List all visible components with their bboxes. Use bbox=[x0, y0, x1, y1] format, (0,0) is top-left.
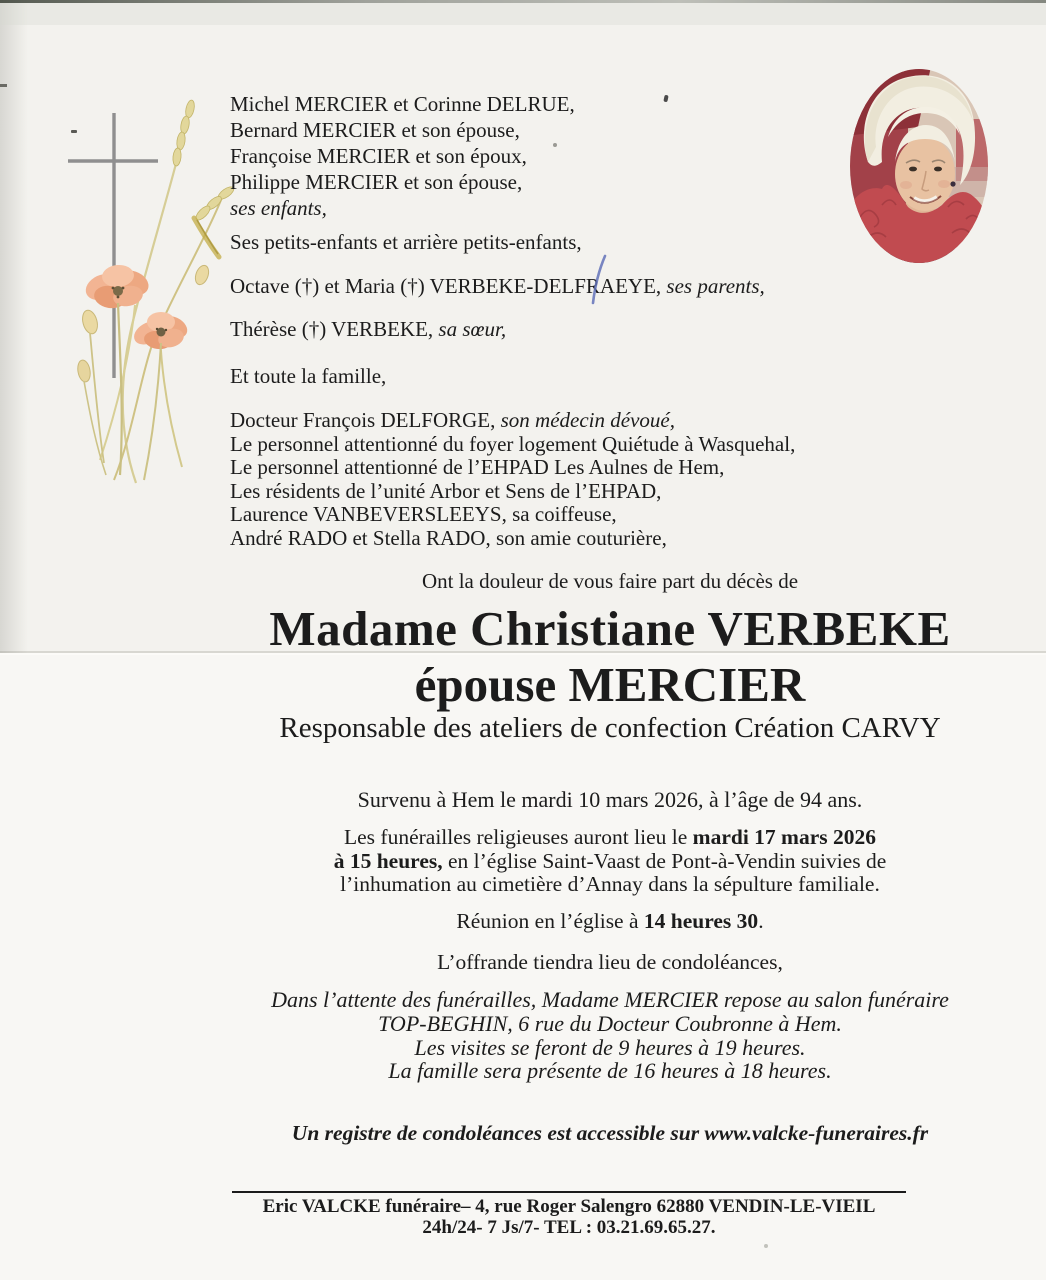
funeral-time: à 15 heures, bbox=[333, 848, 443, 873]
ack-line: Les résidents de l’unité Arbor et Sens de l’EHPAD, bbox=[230, 478, 662, 503]
acknowledgements-block bbox=[230, 409, 795, 551]
ack-line: André RADO et Stella RADO, son amie couturière, bbox=[230, 525, 667, 550]
ack-italic: son médecin dévoué, bbox=[500, 408, 675, 432]
funeral-home-phone: 24h/24- 7 Js/7- TEL : 03.21.69.65.27. bbox=[422, 1217, 716, 1238]
deceased-name-line1: Madame Christiane VERBEKE bbox=[269, 601, 951, 656]
cross-icon bbox=[40, 95, 240, 515]
whole-family-line: Et toute la famille, bbox=[230, 364, 387, 388]
funeral-text: en l’église Saint-Vaast de Pont-à-Vendin suivies de bbox=[442, 848, 887, 873]
reunion-text: . bbox=[758, 909, 764, 933]
ack-line: Laurence VANBEVERSLEEYS, sa coiffeuse, bbox=[230, 502, 617, 527]
repose-line: TOP-BEGHIN, 6 rue du Docteur Coubronne à Hem. bbox=[378, 1010, 842, 1036]
condolence-register-line: Un registre de condoléances est accessible sur www.valcke-funeraires.fr bbox=[291, 1121, 929, 1145]
parents-relation: ses parents, bbox=[666, 274, 765, 298]
blue-pen-stroke bbox=[585, 254, 611, 306]
ack-line: Le personnel attentionné de l’EHPAD Les Aulnes de Hem, bbox=[230, 455, 725, 480]
cross-and-poppies-illustration bbox=[40, 95, 240, 515]
ack-main: Docteur François DELFORGE, bbox=[230, 408, 501, 432]
deceased-profession: Responsable des ateliers de confection Création CARVY bbox=[279, 712, 941, 744]
family-children-block bbox=[230, 91, 575, 221]
ack-line bbox=[230, 409, 795, 433]
grandchildren-line: Ses petits-enfants et arrière petits-enfants, bbox=[230, 230, 582, 254]
parents-line bbox=[230, 273, 765, 299]
family-line: Bernard MERCIER et son épouse, bbox=[230, 118, 520, 142]
sister-line bbox=[230, 316, 506, 342]
scan-speck bbox=[764, 1244, 768, 1248]
deceased-name-line2: épouse MERCIER bbox=[414, 657, 806, 712]
sister-relation: sa sœur, bbox=[438, 317, 507, 341]
funeral-details bbox=[180, 826, 1040, 897]
parents-names: Octave (†) et Maria (†) VERBEKE-DELFRAEYE, bbox=[230, 274, 667, 298]
scan-speck bbox=[553, 143, 557, 147]
poppy-flower bbox=[82, 264, 153, 311]
reunion-time: 14 heures 30 bbox=[643, 909, 759, 933]
portrait-photo bbox=[848, 67, 992, 267]
family-line: Michel MERCIER et Corinne DELRUE, bbox=[230, 92, 575, 116]
family-line: Françoise MERCIER et son époux, bbox=[230, 144, 527, 168]
offering-line: L’offrande tiendra lieu de condoléances, bbox=[437, 950, 783, 974]
scan-speck bbox=[71, 130, 77, 133]
reunion-text: Réunion en l’église à bbox=[456, 909, 644, 933]
scan-edge-shadow bbox=[0, 0, 28, 653]
funeral-date: mardi 17 mars 2026 bbox=[692, 825, 876, 849]
church-meeting-line bbox=[180, 909, 1040, 934]
sister-name: Thérèse (†) VERBEKE, bbox=[230, 317, 439, 341]
scan-top-band bbox=[0, 3, 1046, 25]
scan-speck bbox=[0, 84, 7, 87]
family-line: Philippe MERCIER et son épouse, bbox=[230, 170, 523, 194]
death-statement: Survenu à Hem le mardi 10 mars 2026, à l’âge de 94 ans. bbox=[357, 787, 863, 812]
yellow-pen-stroke bbox=[190, 214, 224, 262]
repose-line: Les visites se feront de 9 heures à 19 heures. bbox=[414, 1034, 806, 1060]
repose-line: La famille sera présente de 16 heures à 18 heures. bbox=[388, 1058, 832, 1084]
ack-line: Le personnel attentionné du foyer logement Quiétude à Wasquehal, bbox=[230, 431, 796, 456]
funeral-text: l’inhumation au cimetière d’Annay dans la sépulture familiale. bbox=[340, 872, 880, 896]
funeral-home-address: Eric VALCKE funéraire– 4, rue Roger Salengro 62880 VENDIN-LE-VIEIL bbox=[262, 1196, 876, 1217]
repose-block bbox=[160, 988, 1046, 1083]
family-relation-label: ses enfants, bbox=[230, 196, 327, 220]
funeral-text: Les funérailles religieuses auront lieu le bbox=[344, 825, 693, 849]
announcement-intro: Ont la douleur de vous faire part du décès de bbox=[421, 569, 799, 593]
repose-line: Dans l’attente des funérailles, Madame MERCIER repose au salon funéraire bbox=[271, 987, 949, 1012]
footer-divider bbox=[232, 1191, 906, 1193]
